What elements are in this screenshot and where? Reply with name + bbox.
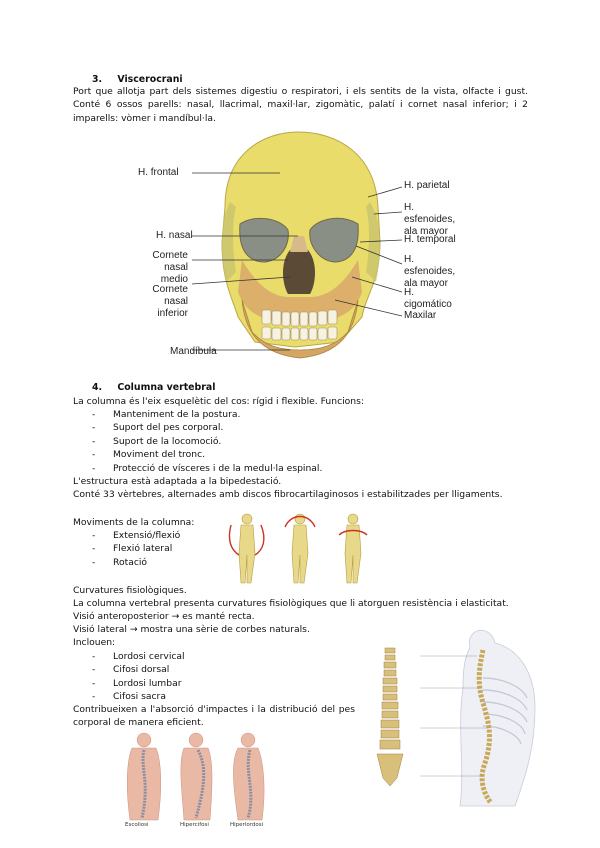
list-item: - Lordosi cervical <box>92 650 185 663</box>
label-parietal: H. parietal <box>404 180 450 191</box>
list-item: - Moviment del tronc. <box>92 448 322 461</box>
spine-front-view <box>377 648 403 786</box>
caption-hiperlordosi: Hiperlordosi <box>230 822 264 828</box>
label-sphenoid-2: H. esfenoides, ala mayor <box>404 254 456 289</box>
lateral-text: Visió lateral → mostra una sèrie de corbes naturals. <box>73 624 310 635</box>
adaptation-text: L'estructura està adaptada a la bipedestació. <box>73 476 282 487</box>
list-item: - Manteniment de la postura. <box>92 408 322 421</box>
curvatures-title: Curvatures fisiològiques. <box>73 585 187 596</box>
list-item: - Cifosi sacra <box>92 690 185 703</box>
list-item: - Lordosi lumbar <box>92 677 185 690</box>
section-4-heading <box>92 381 215 394</box>
label-temporal: H. temporal <box>404 234 456 245</box>
spine-movements-illustration <box>225 505 375 587</box>
section-3-title: Viscerocrani <box>117 74 183 85</box>
list-item: - Suport de la locomoció. <box>92 435 322 448</box>
label-inferior-turbinate: Cornete nasal inferior <box>152 284 188 319</box>
list-item: - Flexió lateral <box>92 542 180 555</box>
label-maxilla: Maxilar <box>404 310 437 321</box>
section-4-number: 4. <box>92 382 103 393</box>
skull-figure <box>130 132 460 364</box>
section-4-title: Columna vertebral <box>117 382 216 393</box>
posture-illustration <box>118 732 278 820</box>
antero-text: Visió anteroposterior → es manté recta. <box>73 611 255 622</box>
spine-illustration <box>365 628 547 806</box>
label-zygomatic: H. cigomático <box>404 287 452 310</box>
list-item: - Protecció de vísceres i de la medul·la espinal. <box>92 462 322 475</box>
section-3-text: Port que allotja part dels sistemes digestiu o respiratori, i els sentits de la vista, olfacte i gust. Conté 6 ossos parells: nasal, llacrimal, maxil·lar, zigomàtic, palatí i cornet nasal inferior; i 2 imparells: vòmer i mandíbul·la. <box>73 86 528 124</box>
skull-illustration <box>130 132 460 364</box>
list-item: - Suport del pes corporal. <box>92 421 322 434</box>
vertebrae-text: Conté 33 vèrtebres, alternades amb discos fibrocartilaginosos i estabilitzades per lligaments. <box>73 489 503 500</box>
label-mandible: Mandíbula <box>170 346 217 357</box>
list-item: - Cifosi dorsal <box>92 663 185 676</box>
label-nasal: H. nasal <box>156 230 193 241</box>
movements-title: Moviments de la columna: <box>73 517 195 528</box>
closing-text: Contribueixen a l'absorció d'impactes i la distribució del pes corporal de manera eficient. <box>73 704 355 729</box>
label-middle-turbinate: Cornete nasal medio <box>152 250 188 285</box>
list-item: - Extensió/flexió <box>92 529 180 542</box>
list-item: - Rotació <box>92 556 180 569</box>
include-text: Inclouen: <box>73 637 116 648</box>
functions-list <box>92 408 322 475</box>
curves-list <box>92 650 185 704</box>
section-4-intro: La columna és l'eix esquelètic del cos: rígid i flexible. Funcions: <box>73 396 364 407</box>
torso-outline <box>460 630 535 806</box>
movements-list <box>92 529 180 569</box>
caption-escoliosi: Escoliosi <box>125 822 149 828</box>
label-frontal: H. frontal <box>138 167 179 178</box>
caption-hipercifosi: Hipercifosi <box>180 822 209 828</box>
label-sphenoid-1: H. esfenoides, ala mayor <box>404 202 456 237</box>
curvatures-text: La columna vertebral presenta curvatures fisiològiques que li atorguen resistència i elasticitat. <box>73 598 509 609</box>
section-3-number: 3. <box>92 74 103 85</box>
